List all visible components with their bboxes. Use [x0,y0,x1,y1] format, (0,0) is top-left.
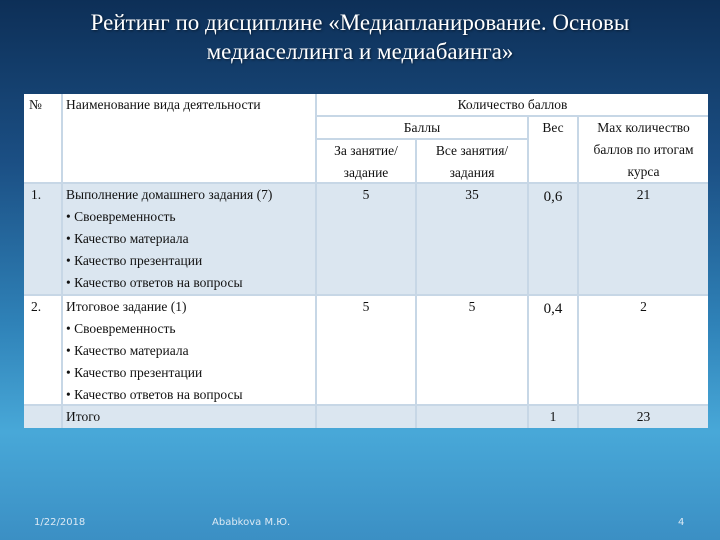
row-1-weight: 0,6 [529,184,577,294]
row-1-bullet-3: • Качество презентации [66,253,203,268]
row-2-per-task: 5 [317,296,415,404]
row-1-all-tasks: 35 [417,184,527,294]
row-1-per-task: 5 [317,184,415,294]
total-label: Итого [63,406,315,428]
header-max-line-3: курса [627,164,660,179]
row-1-num: 1. [24,184,61,294]
total-max: 23 [579,406,708,428]
row-1-bullet-4: • Качество ответов на вопросы [66,275,243,290]
row-1-max: 21 [579,184,708,294]
header-per-task-line-1: За занятие/ [334,143,398,158]
header-all-tasks [417,140,527,182]
slide-title-line-2: медиаселлинга и медиабаинга» [206,39,514,64]
footer-author: Ababkova M.Ю. [212,517,291,528]
total-all-tasks [417,406,527,428]
header-per-task [317,140,415,182]
header-max-line-1: Max количество [597,120,690,135]
header-num: № [24,94,61,182]
slide-title [0,8,720,66]
row-2-bullet-4: • Качество ответов на вопросы [66,387,243,402]
footer-date: 1/22/2018 [34,517,86,528]
row-2-bullet-2: • Качество материала [66,343,189,358]
total-per-task [317,406,415,428]
header-per-task-line-2: задание [343,165,389,180]
row-1-bullet-2: • Качество материала [66,231,189,246]
rating-table [24,94,708,428]
header-all-tasks-line-1: Все занятия/ [435,143,509,158]
header-max-line-2: баллов по итогам [593,142,694,157]
header-all-tasks-line-2: задания [449,165,495,180]
header-points-total: Количество баллов [317,94,708,115]
row-2-name: Итоговое задание (1) [66,299,187,314]
footer-page-number: 4 [678,517,685,528]
row-2-all-tasks: 5 [417,296,527,404]
header-activity: Наименование вида деятельности [63,94,315,182]
row-1-name: Выполнение домашнего задания (7) [66,187,273,202]
total-num [24,406,61,428]
row-1-bullet-1: • Своевременность [66,209,176,224]
row-2-activity [63,296,315,404]
slide-title-line-1: Рейтинг по дисциплине «Медиапланирование. Основы [90,10,630,35]
header-points: Баллы [317,117,527,138]
row-2-num: 2. [24,296,61,404]
total-weight: 1 [529,406,577,428]
row-2-bullet-1: • Своевременность [66,321,176,336]
row-2-weight: 0,4 [529,296,577,404]
row-2-max: 2 [579,296,708,404]
header-max [579,117,708,182]
row-1-activity [63,184,315,294]
header-weight: Вес [529,117,577,182]
row-2-bullet-3: • Качество презентации [66,365,203,380]
